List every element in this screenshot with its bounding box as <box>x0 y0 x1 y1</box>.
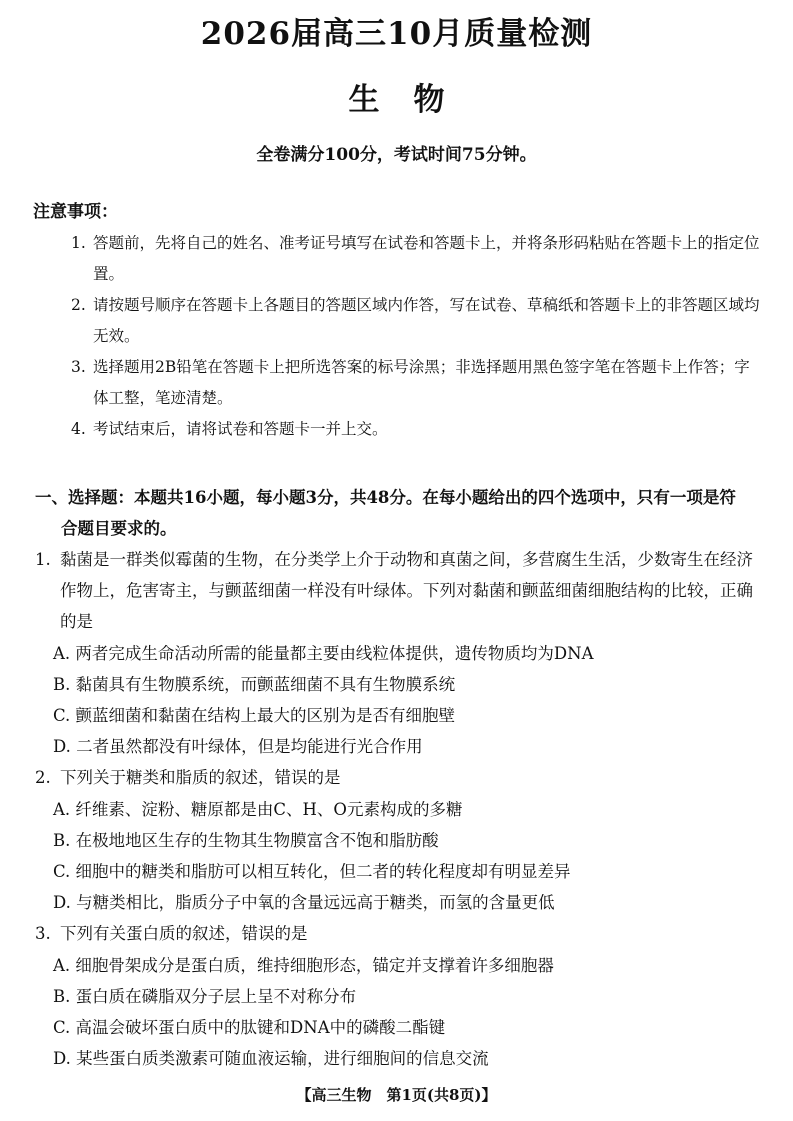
exam-meta: 全卷满分100分，考试时间75分钟。 <box>256 145 537 165</box>
question-2 <box>35 762 760 918</box>
section-heading-line: 一、选择题：本题共16小题，每小题3分，共48分。在每小题给出的四个选项中，只有一项是符 <box>35 488 736 507</box>
option-a: A. 细胞骨架成分是蛋白质，维持细胞形态，锚定并支撑着许多细胞器 <box>53 955 554 975</box>
notice-item-text: 考试结束后，请将试卷和答题卡一并上交。 <box>93 420 388 438</box>
option-a: A. 纤维素、淀粉、糖原都是由C、H、O元素构成的多糖 <box>53 799 463 819</box>
notice-item-text: 选择题用2B铅笔在答题卡上把所选答案的标号涂黑；非选择题用黑色签字笔在答题卡上作答；字体工整，笔迹清楚。 <box>93 358 750 407</box>
notice-item-number: 4. <box>71 420 86 438</box>
notice-item-text: 答题前，先将自己的姓名、准考证号填写在试卷和答题卡上，并将条形码粘贴在答题卡上的指定位置。 <box>93 234 760 283</box>
exam-title: 2026届高三10月质量检测 <box>200 16 593 52</box>
question-stem <box>35 544 760 638</box>
option-d: D. 二者虽然都没有叶绿体，但是均能进行光合作用 <box>53 737 423 757</box>
notice-item <box>71 414 761 445</box>
section-heading <box>35 482 765 544</box>
question-list <box>35 544 760 1074</box>
page-footer: 【高三生物 第1页(共8页)】 <box>296 1086 497 1104</box>
option-d: D. 某些蛋白质类激素可随血液运输，进行细胞间的信息交流 <box>53 1049 489 1069</box>
notice-item-text: 请按题号顺序在答题卡上各题目的答题区域内作答，写在试卷、草稿纸和答题卡上的非答题区域均无效。 <box>93 296 760 345</box>
notice-item-number: 2. <box>71 296 86 314</box>
option-c: C. 细胞中的糖类和脂肪可以相互转化，但二者的转化程度却有明显差异 <box>53 862 571 882</box>
notice-title: 注意事项： <box>33 202 118 222</box>
subject-title: 生物 <box>348 82 479 118</box>
option-c: C. 颤蓝细菌和黏菌在结构上最大的区别为是否有细胞壁 <box>53 706 456 726</box>
notice-item <box>71 228 761 290</box>
question-text: 下列关于糖类和脂质的叙述，错误的是 <box>60 768 341 788</box>
question-text: 下列有关蛋白质的叙述，错误的是 <box>60 924 308 944</box>
question-number: 1. <box>35 550 51 569</box>
option-c: C. 高温会破坏蛋白质中的肽键和DNA中的磷酸二酯键 <box>53 1018 446 1038</box>
question-text: 黏菌是一群类似霉菌的生物，在分类学上介于动物和真菌之间，多营腐生生活，少数寄生在经济作物上，危害寄主，与颤蓝细菌一样没有叶绿体。下列对黏菌和颤蓝细菌细胞结构的比较，正确的是 <box>60 550 753 632</box>
option-b: B. 黏菌具有生物膜系统，而颤蓝细菌不具有生物膜系统 <box>53 674 456 694</box>
section-heading-line: 合题目要求的。 <box>61 519 177 538</box>
notice-item <box>71 290 761 352</box>
option-b: B. 在极地地区生存的生物其生物膜富含不饱和脂肪酸 <box>53 830 439 850</box>
option-d: D. 与糖类相比，脂质分子中氧的含量远远高于糖类，而氢的含量更低 <box>53 893 555 913</box>
notice-item-number: 3. <box>71 358 86 376</box>
notice-item-number: 1. <box>71 234 86 252</box>
question-stem <box>35 918 760 949</box>
question-1 <box>35 544 760 762</box>
notice-item <box>71 352 761 414</box>
notice-list <box>71 228 761 445</box>
option-a: A. 两者完成生命活动所需的能量都主要由线粒体提供，遗传物质均为DNA <box>53 643 594 663</box>
question-number: 3. <box>35 924 51 944</box>
question-stem <box>35 762 760 793</box>
option-b: B. 蛋白质在磷脂双分子层上呈不对称分布 <box>53 986 357 1006</box>
question-3 <box>35 918 760 1074</box>
question-number: 2. <box>35 768 51 788</box>
